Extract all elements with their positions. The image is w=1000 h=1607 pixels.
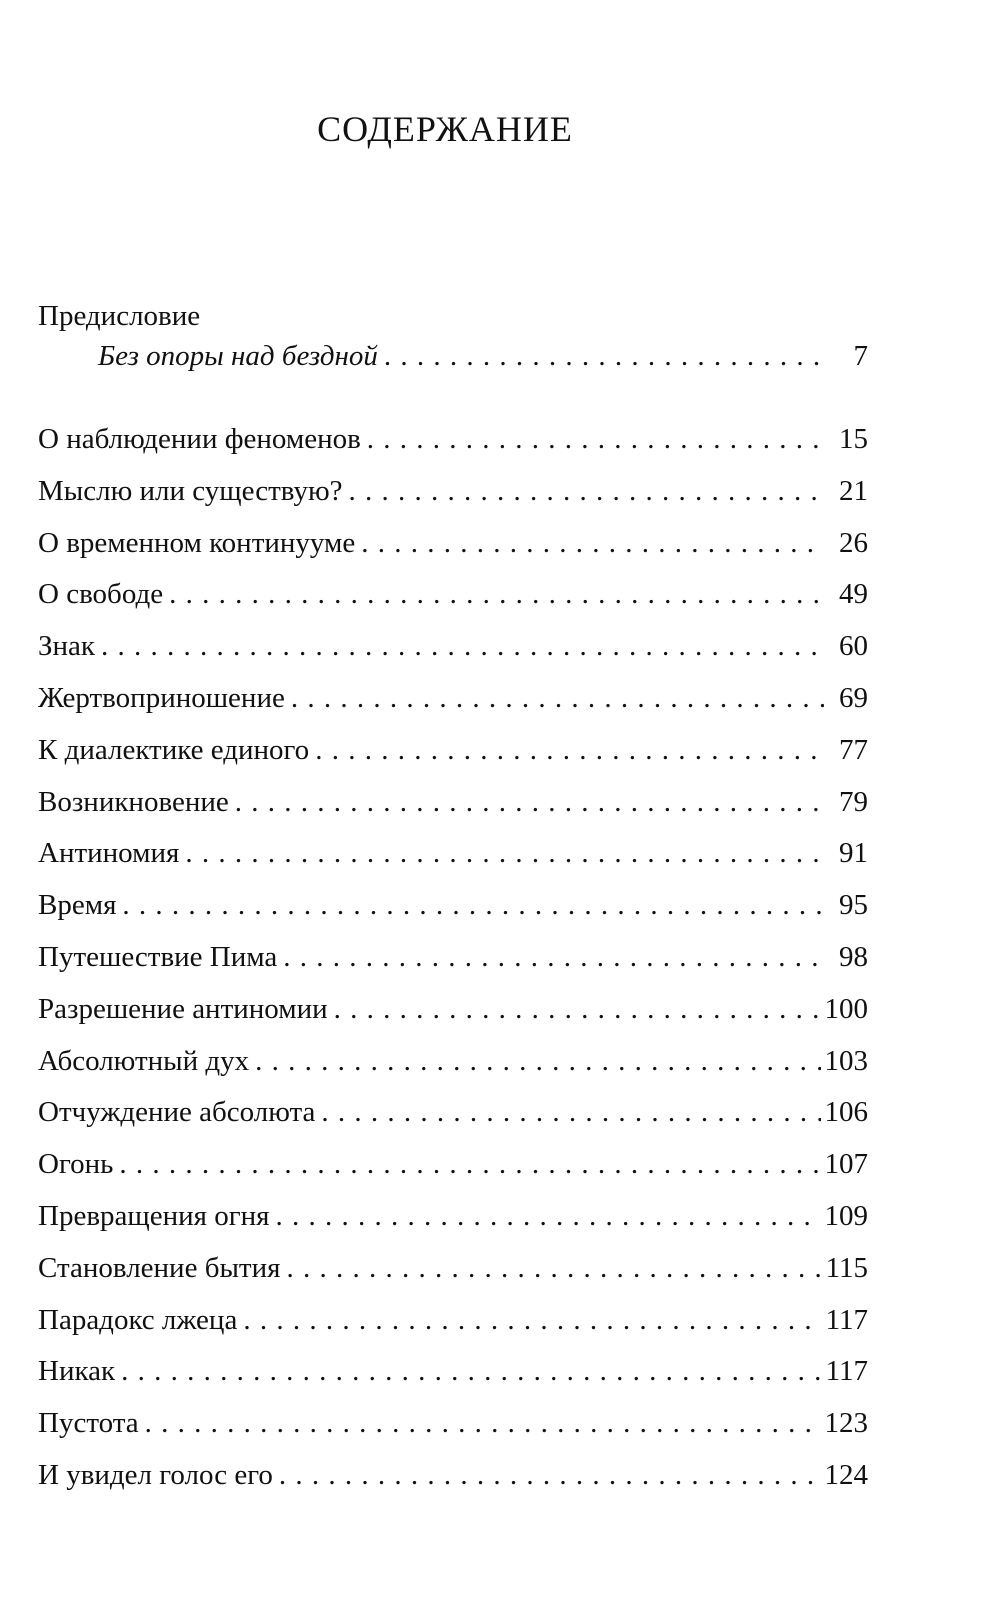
toc-entry-label: Становление бытия: [38, 1251, 281, 1284]
dot-leader: [122, 880, 824, 932]
dot-leader: [145, 1398, 821, 1450]
dot-leader: [321, 1087, 820, 1139]
toc-entry: [38, 725, 868, 777]
toc-entry-label: Пустота: [38, 1407, 139, 1440]
toc-entry-page: 103: [824, 1044, 868, 1077]
toc-entry-label: Время: [38, 889, 117, 922]
toc-entry-label: И увидел голос его: [38, 1458, 273, 1491]
dot-leader: [334, 984, 821, 1036]
toc-entry-label: О свободе: [38, 578, 164, 611]
toc-entry: [38, 984, 868, 1036]
dot-leader: [275, 1191, 820, 1243]
toc-entry: [38, 621, 868, 673]
toc-entry-label: Жертвоприношение: [38, 681, 285, 714]
toc-entry: [38, 828, 868, 880]
toc-entry-page: 49: [839, 578, 868, 611]
dot-leader: [119, 1139, 820, 1191]
toc-entry-label: Никак: [38, 1355, 116, 1388]
dot-leader: [121, 1346, 821, 1398]
toc-entry-label: Без опоры над бездной: [98, 340, 378, 372]
toc-entry-label: Путешествие Пима: [38, 940, 278, 973]
toc-entry-label: Антиномия: [38, 837, 180, 870]
toc-entry-label: Возникновение: [38, 785, 229, 818]
toc-entries: [38, 414, 868, 1502]
toc-entry-page: 100: [824, 992, 868, 1025]
toc-entry-label: Парадокс лжеца: [38, 1303, 238, 1336]
dot-leader: [185, 828, 824, 880]
toc-entry-label: Мыслю или существую?: [38, 474, 343, 507]
dot-leader: [169, 569, 824, 621]
toc-entry: [38, 569, 868, 621]
dot-leader: [367, 414, 824, 466]
toc-entry-label: Абсолютный дух: [38, 1044, 250, 1077]
toc-entry-page: 117: [825, 1303, 868, 1336]
toc-entry-label: Отчуждение абсолюта: [38, 1096, 316, 1129]
toc-entry-page: 115: [825, 1251, 868, 1284]
toc-entry-label: Огонь: [38, 1148, 114, 1181]
toc-entry-page: 79: [839, 785, 868, 818]
dot-leader: [283, 932, 824, 984]
toc-entry-page: 106: [824, 1096, 868, 1129]
toc-entry-page: 69: [839, 681, 868, 714]
toc-entry-preface: [38, 336, 868, 376]
toc-entry: [38, 1243, 868, 1295]
toc-entry: [38, 466, 868, 518]
toc-entry-page: 15: [839, 423, 868, 455]
toc-entry-label: Разрешение антиномии: [38, 992, 328, 1025]
toc-entry: [38, 518, 868, 570]
dot-leader: [279, 1450, 821, 1502]
toc-entry-page: 91: [839, 837, 868, 870]
toc-entry-page: 98: [839, 940, 868, 973]
toc-entry: [38, 932, 868, 984]
toc-entry-page: 95: [839, 889, 868, 922]
dot-leader: [255, 1036, 820, 1088]
toc-entry-page: 109: [824, 1199, 868, 1232]
toc-entry: [38, 1087, 868, 1139]
dot-leader: [291, 673, 824, 725]
dot-leader: [101, 621, 824, 673]
toc-entry: [38, 1346, 868, 1398]
dot-leader: [361, 518, 824, 570]
toc-entry-label: О временном континууме: [38, 526, 356, 559]
table-of-contents: [38, 296, 868, 1502]
dot-leader: [384, 336, 824, 376]
toc-entry-label: О наблюдении феноменов: [38, 423, 361, 455]
toc-entry: [38, 1139, 868, 1191]
dot-leader: [286, 1243, 821, 1295]
toc-entry-label: К диалектике единого: [38, 733, 310, 766]
toc-entry: [38, 414, 868, 466]
dot-leader: [235, 777, 824, 829]
toc-entry-page: 124: [824, 1458, 868, 1491]
dot-leader: [243, 1295, 821, 1347]
toc-entry-page: 7: [853, 340, 868, 372]
toc-entry-page: 60: [839, 630, 868, 663]
toc-entry-label: Превращения огня: [38, 1199, 270, 1232]
toc-entry: [38, 1450, 868, 1502]
toc-entry: [38, 1398, 868, 1450]
toc-entry: [38, 1036, 868, 1088]
page-title: [0, 108, 1000, 150]
dot-leader: [349, 466, 825, 518]
toc-entry-page: 107: [824, 1148, 868, 1181]
toc-entry-page: 26: [839, 526, 868, 559]
preface-heading: Предисловие: [38, 300, 201, 332]
toc-entry: [38, 1295, 868, 1347]
toc-entry: [38, 880, 868, 932]
toc-entry: [38, 1191, 868, 1243]
toc-entry-label: Знак: [38, 630, 96, 663]
toc-entry-page: 123: [824, 1407, 868, 1440]
toc-entry-page: 117: [825, 1355, 868, 1388]
toc-entry: [38, 673, 868, 725]
dot-leader: [315, 725, 824, 777]
toc-entry-page: 77: [839, 733, 868, 766]
toc-entry-page: 21: [839, 474, 868, 507]
toc-entry: [38, 777, 868, 829]
page-title-text: СОДЕРЖАНИЕ: [317, 109, 573, 149]
